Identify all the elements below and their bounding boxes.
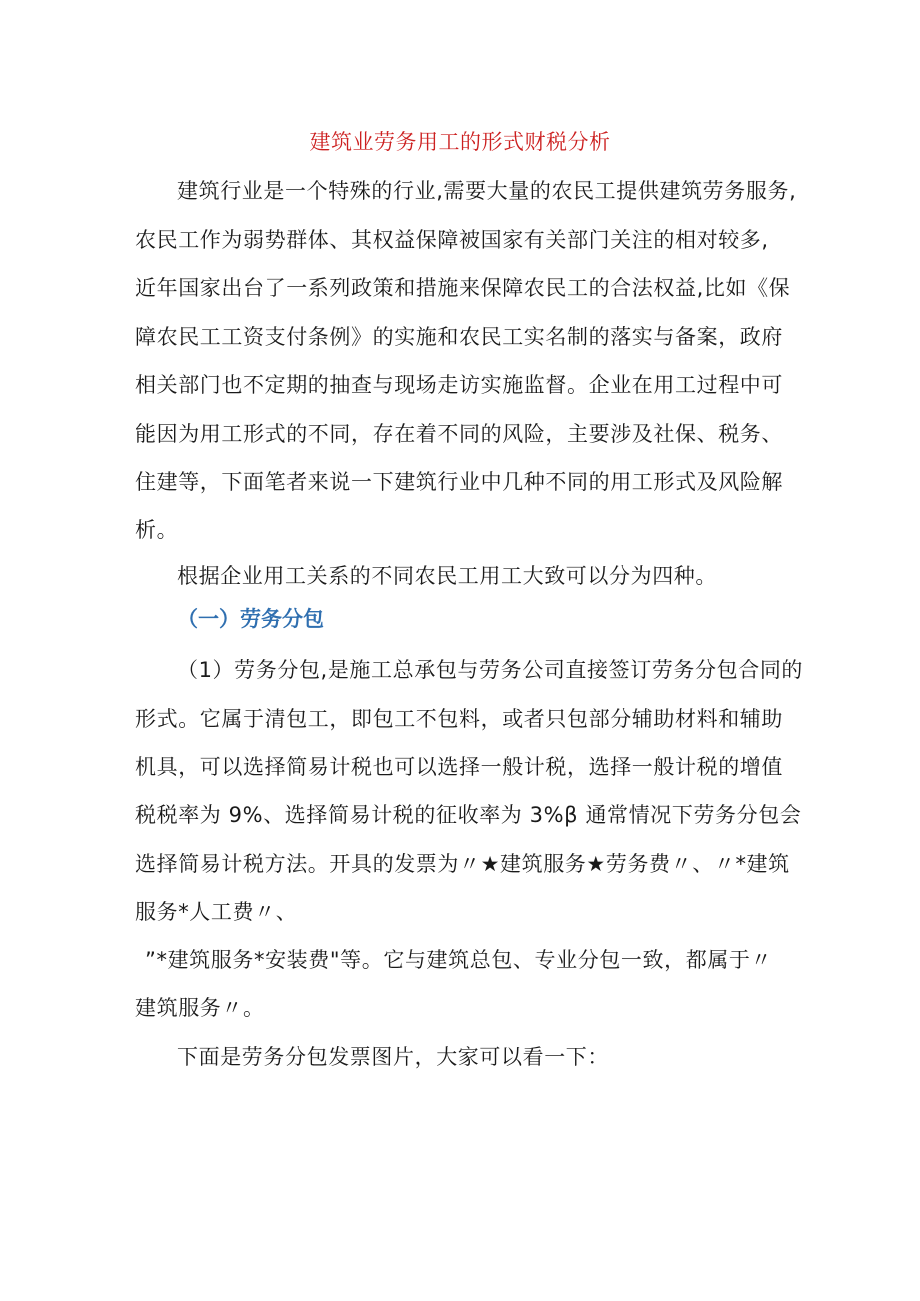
paragraph-3-line-6: 服务*人工费〃、: [135, 900, 298, 924]
paragraph-3-line-1: （1）劳务分包,是施工总承包与劳务公司直接签订劳务分包合同的: [177, 658, 804, 682]
paragraph-2: 根据企业用工关系的不同农民工用工大致可以分为四种。: [177, 564, 717, 588]
paragraph-3-line-5: 选择简易计税方法。开具的发票为〃★建筑服务★劳务费〃、〃*建筑: [135, 852, 790, 876]
paragraph-1-line-7: 住建等，下面笔者来说一下建筑行业中几种不同的用工形式及风险解: [135, 470, 783, 494]
paragraph-3-line-4: 税税率为 9%、选择简易计税的征收率为 3%β 通常情况下劳务分包会: [135, 803, 802, 827]
paragraph-3-line-3: 机具，可以选择简易计税也可以选择一般计税，选择一般计税的增值: [135, 755, 783, 779]
paragraph-1-line-8: 析。: [135, 518, 179, 542]
document-title: 建筑业劳务用工的形式财税分析: [309, 130, 611, 154]
paragraph-1-line-3: 近年国家出台了一系列政策和措施来保障农民工的合法权益,比如《保: [135, 276, 791, 300]
paragraph-1-line-2: 农民工作为弱势群体、其权益保障被国家有关部门关注的相对较多,: [135, 228, 769, 252]
paragraph-3-line-2: 形式。它属于清包工，即包工不包料，或者只包部分辅助材料和辅助: [135, 707, 783, 731]
paragraph-1-line-4: 障农民工工资支付条例》的实施和农民工实名制的落实与备案，政府: [135, 325, 783, 349]
paragraph-1-line-5: 相关部门也不定期的抽查与现场走访实施监督。企业在用工过程中可: [135, 373, 783, 397]
paragraph-1-line-1: 建筑行业是一个特殊的行业,需要大量的农民工提供建筑劳务服务,: [177, 179, 797, 203]
paragraph-4: 下面是劳务分包发票图片，大家可以看一下：: [177, 1045, 609, 1069]
paragraph-1-line-6: 能因为用工形式的不同，存在着不同的风险，主要涉及社保、税务、: [135, 422, 783, 446]
paragraph-3-line-7: ”*建筑服务*安装费"等。它与建筑总包、专业分包一致，都属于〃: [145, 948, 773, 972]
section-heading: （一）劳务分包: [177, 607, 324, 631]
paragraph-3-line-8: 建筑服务〃。: [135, 996, 265, 1020]
